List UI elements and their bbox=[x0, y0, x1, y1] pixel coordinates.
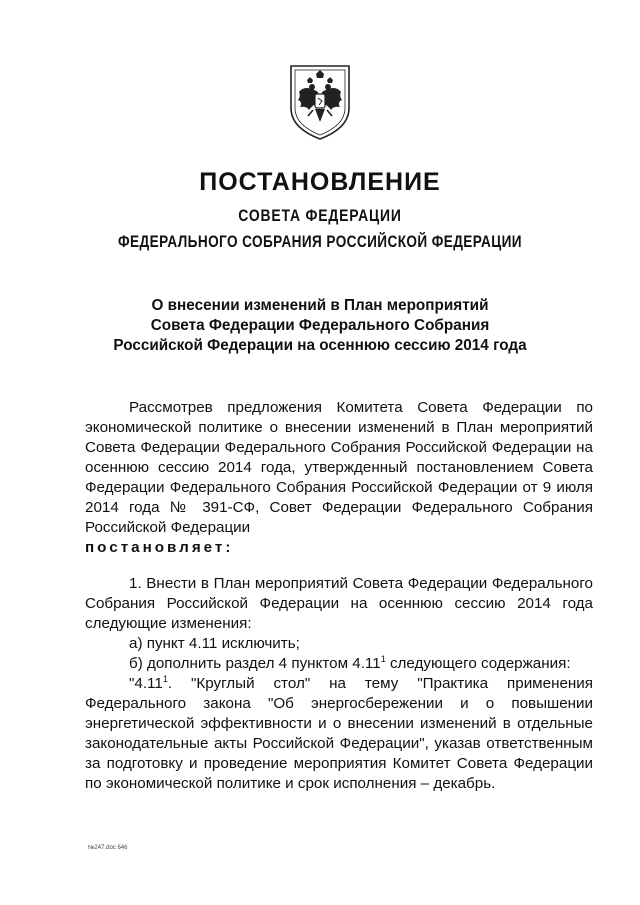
document-subject bbox=[80, 296, 560, 356]
issuer-line-full: ФЕДЕРАЛЬНОГО СОБРАНИЯ РОССИЙСКОЙ ФЕДЕРАЦИИ bbox=[118, 232, 522, 251]
provision-b-text-end: следующего содержания: bbox=[385, 655, 571, 672]
superscript: 1 bbox=[162, 673, 168, 684]
quoted-item-text: . "Круглый стол" на тему "Практика применения Федерального закона "Об энергосбережении и о повышении энергетической эффективности и о внесении изменений в отдельные законодательные акты Российской Федерации", указав ответственным за подготовку и проведение мероприятия Комитет Совета Федерации по экономической политике и срок исполнения – декабрь. bbox=[85, 675, 593, 792]
issuer-line: СОВЕТА ФЕДЕРАЦИИ bbox=[238, 206, 402, 225]
provision-1: 1. Внести в План мероприятий Совета Федерации Федерального Собрания Российской Федерации на осеннюю сессию 2014 года следующие изменения: bbox=[85, 575, 593, 632]
provision-b bbox=[85, 654, 593, 674]
provisions bbox=[85, 574, 593, 794]
quoted-item-number: "4.11 bbox=[129, 675, 163, 692]
subject-line: О внесении изменений в План мероприятий bbox=[151, 297, 489, 314]
preamble bbox=[85, 398, 593, 558]
document-code: №247.doc 646 bbox=[88, 845, 128, 851]
superscript: 1 bbox=[380, 653, 386, 664]
decree-word: постановляет: bbox=[85, 539, 234, 556]
quoted-item bbox=[85, 674, 593, 794]
provision-b-text: б) дополнить раздел 4 пунктом 4.11 bbox=[129, 655, 381, 672]
subject-line: Совета Федерации Федерального Собрания bbox=[150, 317, 490, 334]
document-title: ПОСТАНОВЛЕНИЕ bbox=[199, 168, 441, 196]
preamble-text: Рассмотрев предложения Комитета Совета Федерации по экономической политике о внесении изменений в План мероприятий Совета Федерации Федерального Собрания Российской Федерации на осеннюю сессию 2014 года, утвержденный постановлением Совета Федерации Федерального Собрания Российской Федерации от 9 июля 2014 года № 391-СФ, Совет Федерации Федерального Собрания Российской Федерации bbox=[85, 399, 593, 536]
provision-a: а) пункт 4.11 исключить; bbox=[129, 635, 300, 652]
subject-line: Российской Федерации на осеннюю сессию 2014 года bbox=[113, 337, 527, 354]
coat-of-arms-icon bbox=[285, 62, 355, 142]
